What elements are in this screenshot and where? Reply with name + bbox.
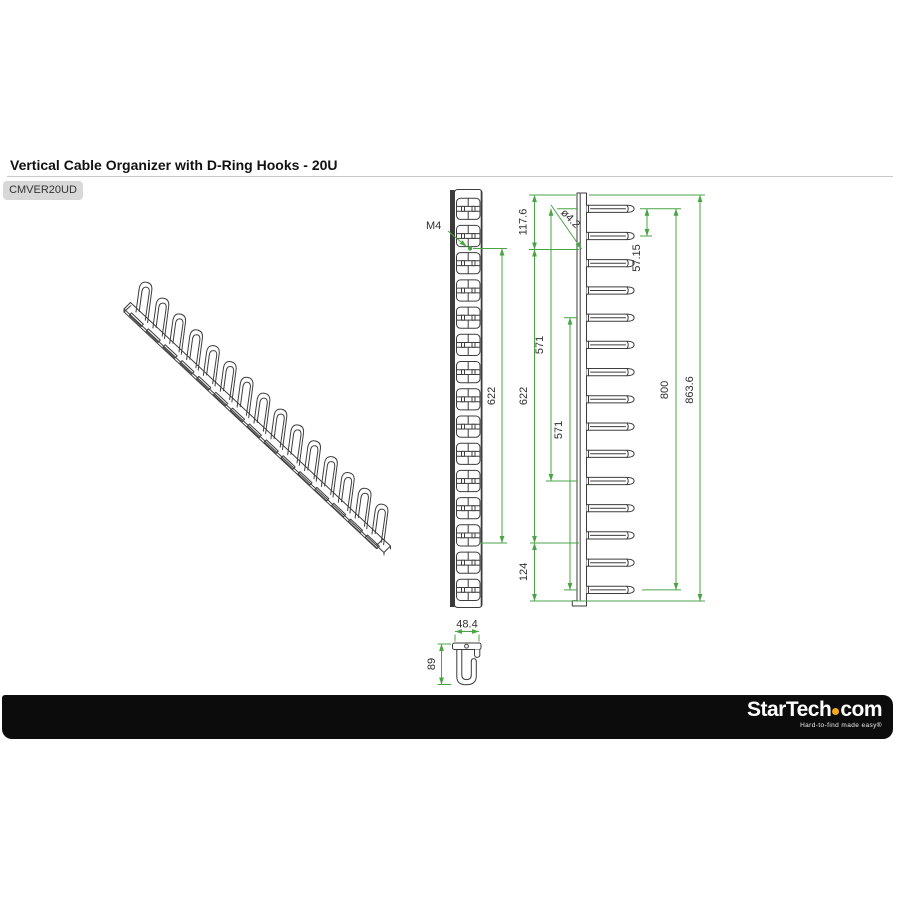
dim-label-622-side: 622: [518, 386, 530, 406]
dim-label-622-front: 622: [486, 386, 498, 406]
dim-label-dia-4-2: ø4.2: [558, 206, 583, 231]
sku-badge: CMVER20UD: [3, 181, 83, 200]
dim-label-571-upper: 571: [534, 335, 546, 355]
dim-label-57-15: 57.15: [631, 244, 643, 272]
dim-label-m4: M4: [426, 220, 442, 232]
dim-label-48-4: 48.4: [456, 618, 478, 631]
hook-profile-view: [426, 619, 481, 685]
dim-label-571-lower: 571: [553, 420, 565, 440]
dim-label-800: 800: [659, 380, 671, 400]
isometric-view: [124, 282, 391, 555]
brand-footer-bar: [2, 695, 893, 739]
dim-label-117-6: 117.6: [517, 208, 530, 236]
front-view: [426, 190, 507, 608]
logo-dot-icon: [832, 708, 839, 715]
dim-label-124: 124: [518, 562, 530, 582]
logo-brand: StarTech: [747, 698, 832, 721]
startech-logo: [747, 699, 882, 729]
logo-tld: com: [840, 698, 882, 721]
dim-label-863-6: 863.6: [684, 376, 696, 404]
m4-hole-marker: [468, 246, 472, 250]
product-title: Vertical Cable Organizer with D-Ring Hooks - 20U: [10, 157, 338, 173]
logo-tagline: Hard-to-find made easy®: [800, 722, 882, 729]
dim-label-89: 89: [426, 657, 438, 671]
startech-logo-text: [747, 699, 882, 721]
side-view: [518, 193, 706, 606]
